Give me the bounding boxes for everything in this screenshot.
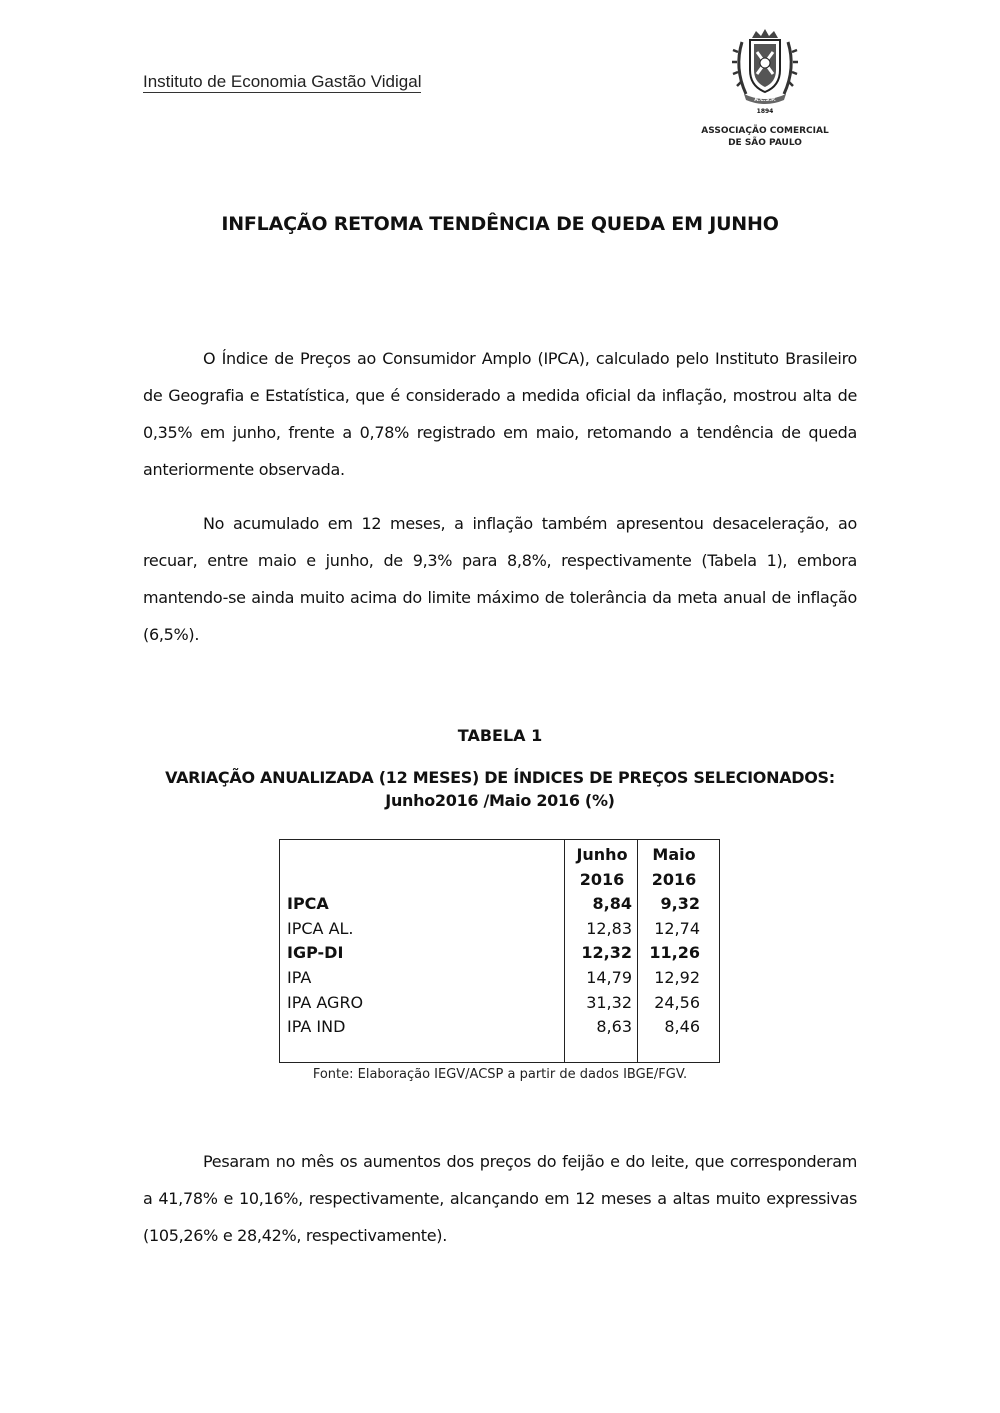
logo-name-line2: DE SÃO PAULO [728, 138, 802, 148]
table-label: TABELA 1 [457, 726, 543, 745]
paragraph-3: Pesaram no mês os aumentos dos preços do feijão e do leite, que corresponderam a 41,78% e 10,16%, respectivamente, alcançando em 12 meses a altas muito expressivas (105,26% e 28,42%, respectivamente). [143, 1152, 857, 1245]
table-title-line1: VARIAÇÃO ANUALIZADA (12 MESES) DE ÍNDICES DE PREÇOS SELECIONADOS: [165, 768, 835, 787]
svg-text:A.C.S.P.: A.C.S.P. [754, 97, 776, 103]
logo-name [690, 125, 840, 149]
table-row [280, 916, 721, 941]
paragraph-1: O Índice de Preços ao Consumidor Amplo (IPCA), calculado pelo Instituto Brasileiro de Geografia e Estatística, que é considerado a medida oficial da inflação, mostrou alta de 0,35% em junho, frente a 0,78% registrado em maio, retomando a tendência de queda anteriormente observada. [143, 349, 857, 479]
column-header-junho [566, 842, 638, 892]
row-value-maio: 9,32 [660, 894, 700, 913]
table-row [280, 990, 721, 1015]
column-header-maio-line1: Maio [652, 845, 696, 864]
logo-name-line1: ASSOCIAÇÃO COMERCIAL [701, 126, 829, 136]
acsp-logo [690, 28, 840, 153]
row-value-junho: 8,63 [596, 1017, 632, 1036]
table-row [280, 940, 721, 965]
row-value-maio: 12,92 [654, 968, 700, 987]
price-index-table [279, 839, 720, 1063]
table-title [0, 766, 1000, 812]
column-header-junho-line1: Junho [576, 845, 628, 864]
document-title: INFLAÇÃO RETOMA TENDÊNCIA DE QUEDA EM JUNHO [221, 213, 779, 235]
table-row [280, 891, 721, 916]
table-row [280, 965, 721, 990]
row-value-junho: 14,79 [586, 968, 632, 987]
institute-header: Instituto de Economia Gastão Vidigal [143, 72, 422, 91]
column-header-maio-line2: 2016 [651, 870, 697, 889]
logo-year: 1894 [756, 108, 774, 115]
row-name: IPCA [287, 894, 329, 913]
row-name: IPA IND [287, 1017, 346, 1036]
row-name: IPA AGRO [287, 993, 364, 1012]
row-value-junho: 8,84 [592, 894, 632, 913]
column-header-maio [638, 842, 710, 892]
row-name: IPA [287, 968, 312, 987]
acsp-crest-icon [732, 28, 798, 108]
table-title-line2: Junho2016 /Maio 2016 (%) [385, 791, 615, 810]
row-value-junho: 12,83 [586, 919, 632, 938]
row-value-maio: 12,74 [654, 919, 700, 938]
column-header-junho-line2: 2016 [579, 870, 625, 889]
row-value-junho: 31,32 [586, 993, 632, 1012]
table-row [280, 1014, 721, 1039]
paragraph-2: No acumulado em 12 meses, a inflação também apresentou desaceleração, ao recuar, entre maio e junho, de 9,3% para 8,8%, respectivamente (Tabela 1), embora mantendo-se ainda muito acima do limite máximo de tolerância da meta anual de inflação (6,5%). [143, 514, 857, 644]
row-value-junho: 12,32 [581, 943, 632, 962]
row-value-maio: 24,56 [654, 993, 700, 1012]
row-name: IPCA AL. [287, 919, 354, 938]
row-value-maio: 11,26 [649, 943, 700, 962]
table-source: Fonte: Elaboração IEGV/ACSP a partir de dados IBGE/FGV. [312, 1067, 688, 1082]
row-value-maio: 8,46 [664, 1017, 700, 1036]
row-name: IGP-DI [287, 943, 344, 962]
